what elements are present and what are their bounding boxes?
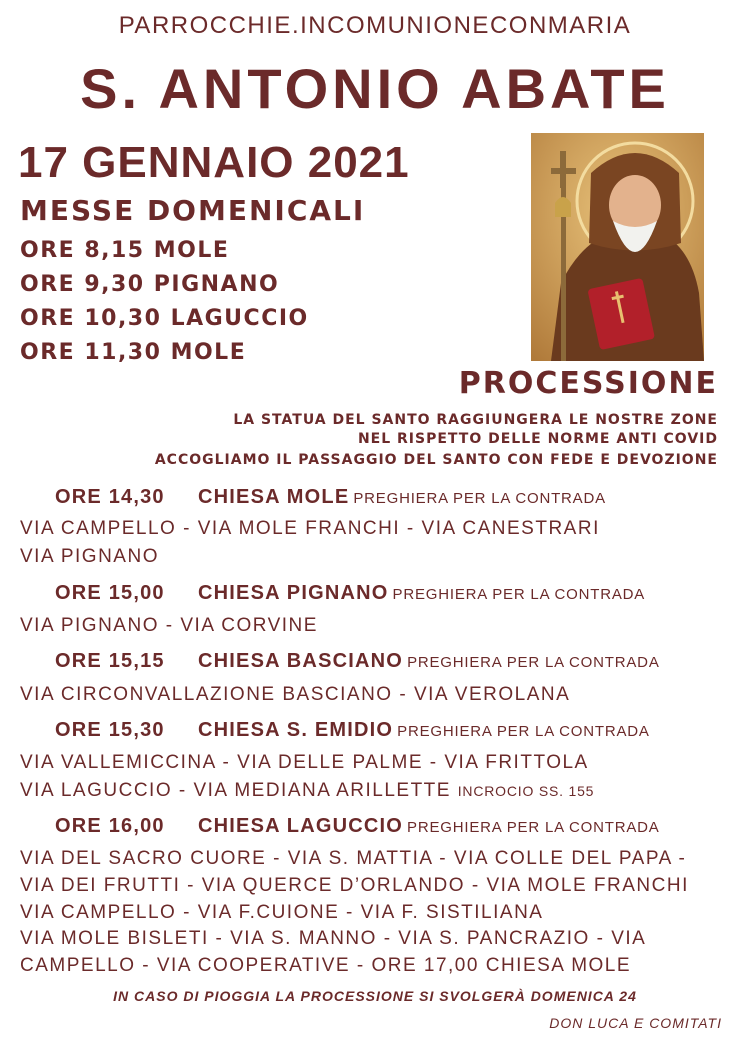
stop-church: CHIESA S. EMIDIO [198, 719, 394, 741]
mass-time-item: ORE 9,30 PIGNANO [20, 272, 280, 297]
route-line: VIA CAMPELLO - VIA F.CUIONE - VIA F. SISTILIANA [20, 902, 544, 923]
route-text: VIA LAGUCCIO - VIA MEDIANA ARILLETTE [20, 780, 451, 801]
mass-time-item: ORE 10,30 LAGUCCIO [20, 306, 309, 331]
route-line [20, 780, 594, 802]
procession-heading: PROCESSIONE [458, 366, 718, 401]
site-name: PARROCCHIE.INCOMUNIONECONMARIA [118, 12, 632, 39]
stop-time: ORE 15,00 [55, 582, 165, 604]
route-line: CAMPELLO - VIA COOPERATIVE - ORE 17,00 CHIESA MOLE [20, 955, 632, 976]
route-suffix: INCROCIO SS. 155 [457, 783, 595, 799]
stop-church: CHIESA MOLE [198, 486, 350, 508]
route-line: VIA PIGNANO [20, 546, 159, 567]
procession-stop [55, 719, 650, 742]
stop-prayer: PREGHIERA PER LA CONTRADA [353, 490, 606, 507]
mass-time-item: ORE 8,15 MOLE [20, 238, 230, 263]
stop-prayer: PREGHIERA PER LA CONTRADA [397, 723, 650, 740]
stop-time: ORE 14,30 [55, 486, 165, 508]
route-line: VIA MOLE BISLETI - VIA S. MANNO - VIA S. PANCRAZIO - VIA [20, 928, 647, 949]
stop-prayer: PREGHIERA PER LA CONTRADA [407, 654, 660, 671]
route-line: VIA CIRCONVALLAZIONE BASCIANO - VIA VEROLANA [20, 684, 571, 705]
route-line: VIA PIGNANO - VIA CORVINE [20, 615, 318, 636]
procession-stop [55, 486, 606, 509]
procession-note: ACCOGLIAMO IL PASSAGGIO DEL SANTO CON FEDE E DEVOZIONE [154, 452, 718, 468]
signature: DON LUCA E COMITATI [549, 1015, 722, 1031]
route-line: VIA VALLEMICCINA - VIA DELLE PALME - VIA FRITTOLA [20, 752, 589, 773]
mass-time-item: ORE 11,30 MOLE [20, 340, 247, 365]
stop-church: CHIESA LAGUCCIO [198, 815, 404, 837]
stop-time: ORE 15,30 [55, 719, 165, 741]
saint-anthony-image [531, 133, 704, 361]
stop-time: ORE 16,00 [55, 815, 165, 837]
stop-time: ORE 15,15 [55, 650, 165, 672]
page-title: S. ANTONIO ABATE [80, 57, 670, 120]
stop-prayer: PREGHIERA PER LA CONTRADA [407, 819, 660, 836]
route-line: VIA DEL SACRO CUORE - VIA S. MATTIA - VIA COLLE DEL PAPA - [20, 848, 687, 869]
stop-church: CHIESA PIGNANO [198, 582, 389, 604]
route-line: VIA CAMPELLO - VIA MOLE FRANCHI - VIA CANESTRARI [20, 518, 600, 539]
stop-church: CHIESA BASCIANO [198, 650, 404, 672]
procession-stop [55, 582, 645, 605]
event-date: 17 GENNAIO 2021 [18, 138, 410, 187]
stop-prayer: PREGHIERA PER LA CONTRADA [392, 586, 646, 603]
procession-stop [55, 650, 660, 673]
route-line: VIA DEI FRUTTI - VIA QUERCE D’ORLANDO - VIA MOLE FRANCHI [20, 875, 689, 896]
masses-heading: MESSE DOMENICALI [20, 194, 366, 227]
procession-stop [55, 815, 660, 838]
procession-note: LA STATUA DEL SANTO RAGGIUNGERA LE NOSTRE ZONE [233, 412, 718, 428]
rain-notice: IN CASO DI PIOGGIA LA PROCESSIONE SI SVOLGERÀ DOMENICA 24 [113, 988, 637, 1004]
procession-note: NEL RISPETTO DELLE NORME ANTI COVID [357, 431, 718, 447]
